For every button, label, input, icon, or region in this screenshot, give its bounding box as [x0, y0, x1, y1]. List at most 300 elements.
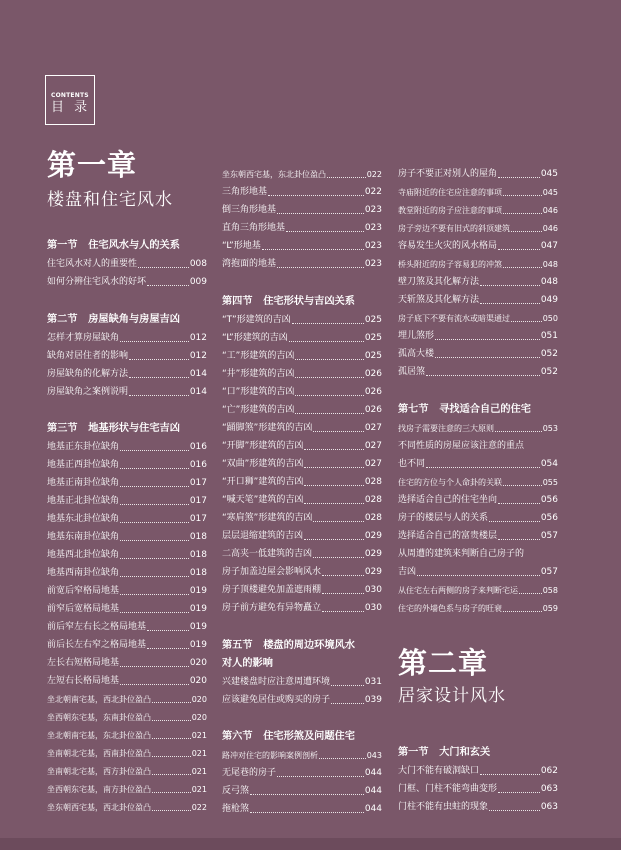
dot-leader [322, 611, 364, 612]
entry-page: 057 [540, 531, 558, 541]
entry-page: 020 [191, 713, 207, 722]
toc-entry[interactable] [398, 475, 558, 490]
dot-leader [304, 467, 363, 468]
toc-entry[interactable] [47, 710, 207, 725]
entry-title: “寒肩煞”形建筑的吉凶 [222, 513, 313, 523]
entry-title: 不同性质的房屋应该注意的重点 [398, 441, 525, 451]
entry-title: 住宅的方位与个人命卦的关联 [398, 478, 502, 487]
dot-leader [322, 593, 364, 594]
entry-title: “双曲”形建筑的吉凶 [222, 459, 304, 469]
section-title: 大门和玄关 [439, 747, 491, 758]
toc-entry[interactable] [47, 512, 207, 527]
dot-leader [138, 267, 189, 268]
entry-page: 019 [189, 586, 207, 596]
entry-title: 寺庙附近的住宅应注意的事项 [398, 188, 502, 197]
toc-entry[interactable] [222, 403, 382, 418]
entry-title: “踊脚煞”形建筑的吉凶 [222, 423, 313, 433]
section-heading [398, 744, 490, 761]
section-heading [222, 728, 355, 745]
dot-leader [120, 576, 189, 577]
toc-entry[interactable] [398, 239, 558, 254]
dot-leader [319, 758, 366, 759]
dot-leader [129, 359, 189, 360]
entry-page: 014 [189, 387, 207, 397]
toc-entry[interactable] [398, 800, 558, 815]
toc-entry[interactable] [398, 167, 558, 182]
entry-page: 018 [189, 550, 207, 560]
toc-entry[interactable] [222, 511, 382, 526]
dot-leader [147, 648, 189, 649]
toc-entry[interactable] [47, 620, 207, 635]
entry-page: 063 [540, 784, 558, 794]
dot-leader [313, 521, 363, 522]
toc-entry[interactable] [398, 493, 558, 508]
toc-entry[interactable] [47, 674, 207, 689]
toc-entry[interactable] [398, 329, 558, 344]
entry-page: 023 [364, 205, 382, 215]
dot-leader [295, 395, 363, 396]
toc-entry[interactable] [398, 511, 558, 526]
entry-title: 倒三角形地基 [222, 205, 277, 215]
entry-title: 房子底下不要有流水或暗渠通过 [398, 314, 510, 323]
dot-leader [129, 377, 189, 378]
chapter-number: 第一章 [47, 148, 138, 182]
dot-leader [250, 812, 364, 813]
toc-entry[interactable] [398, 457, 558, 472]
dot-leader [503, 267, 542, 268]
entry-title: 坐东朝西宅基，东北卦位盈凸 [222, 170, 326, 179]
entry-page: 028 [364, 495, 382, 505]
entry-page: 052 [540, 367, 558, 377]
toc-entry[interactable] [222, 784, 382, 799]
section-title: 房屋缺角与房屋吉凶 [88, 314, 180, 325]
entry-page: 017 [189, 478, 207, 488]
entry-page: 028 [364, 513, 382, 523]
toc-entry[interactable] [398, 565, 558, 580]
entry-page: 059 [542, 604, 558, 613]
dot-leader [480, 774, 540, 775]
dot-leader [120, 558, 189, 559]
toc-entry[interactable] [47, 764, 207, 779]
entry-page: 023 [364, 259, 382, 269]
section-label: 第五节 [222, 640, 253, 651]
toc-entry[interactable] [222, 185, 382, 200]
entry-title: 缺角对居住者的影响 [47, 351, 129, 361]
entry-title: “L”形建筑的吉凶 [222, 333, 288, 343]
toc-entry[interactable] [222, 167, 382, 182]
toc-entry[interactable] [47, 476, 207, 491]
entry-title: 房屋缺角之案例说明 [47, 387, 129, 397]
toc-entry[interactable] [47, 494, 207, 509]
entry-page: 017 [189, 514, 207, 524]
dot-leader [120, 684, 189, 685]
entry-title: 壁刀煞及其化解方法 [398, 277, 480, 287]
contents-zh-label: 目 录 [51, 100, 91, 115]
dot-leader [498, 177, 540, 178]
section-label: 第三节 [47, 423, 78, 434]
dot-leader [120, 540, 189, 541]
entry-title: 三角形地基 [222, 187, 268, 197]
toc-entry[interactable] [222, 221, 382, 236]
entry-title: 坐北朝南宅基，西北卦位盈凸 [47, 695, 151, 704]
dot-leader [292, 323, 364, 324]
entry-page: 044 [364, 786, 382, 796]
section-title: 寻找适合自己的住宅 [439, 404, 531, 415]
entry-title: “L”形地基 [222, 241, 261, 251]
entry-page: 063 [540, 802, 558, 812]
toc-entry[interactable] [47, 584, 207, 599]
toc-entry[interactable] [222, 439, 382, 454]
entry-title: “T”形建筑的吉凶 [222, 315, 291, 325]
toc-entry[interactable] [398, 203, 558, 218]
entry-title: 地基西南卦位缺角 [47, 568, 120, 578]
entry-title: 地基西北卦位缺角 [47, 550, 120, 560]
entry-title: 如何分辨住宅风水的好坏 [47, 277, 147, 287]
dot-leader [250, 794, 364, 795]
entry-page: 029 [364, 567, 382, 577]
entry-title: 兴建楼盘时应注意周遭环境 [222, 677, 331, 687]
toc-entry[interactable] [398, 221, 558, 236]
entry-title: 前后长左右窄之格局地基 [47, 640, 147, 650]
chapter-number: 第二章 [398, 646, 489, 680]
dot-leader [277, 213, 364, 214]
entry-page: 016 [189, 460, 207, 470]
entry-title: “井”形建筑的吉凶 [222, 369, 295, 379]
entry-page: 018 [189, 568, 207, 578]
toc-entry[interactable] [47, 257, 207, 272]
entry-title: 湾抱面的地基 [222, 259, 277, 269]
toc-entry[interactable] [222, 748, 382, 763]
entry-page: 052 [540, 349, 558, 359]
entry-page: 020 [189, 658, 207, 668]
entry-title: 左短右长格局地基 [47, 676, 120, 686]
section-label: 第六节 [222, 731, 253, 742]
entry-page: 030 [364, 603, 382, 613]
dot-leader [268, 195, 364, 196]
toc-entry[interactable] [222, 331, 382, 346]
toc-entry[interactable] [222, 547, 382, 562]
entry-title: 房子顶楼避免加盖遮雨棚 [222, 585, 322, 595]
toc-entry[interactable] [47, 440, 207, 455]
entry-title: 也不同 [398, 459, 426, 469]
toc-entry[interactable] [222, 529, 382, 544]
toc-entry[interactable] [398, 421, 558, 436]
entry-page: 055 [542, 478, 558, 487]
entry-title: 桥头附近的房子容易犯的冲煞 [398, 260, 502, 269]
entry-title: 埋儿煞形 [398, 331, 435, 341]
toc-entry[interactable] [398, 257, 558, 272]
entry-title: 地基东南卦位缺角 [47, 532, 120, 542]
toc-entry[interactable] [222, 601, 382, 616]
dot-leader [480, 303, 540, 304]
dot-leader [120, 594, 189, 595]
entry-title: 天斩煞及其化解方法 [398, 295, 480, 305]
toc-entry[interactable] [47, 458, 207, 473]
entry-title: 房子加盖边屋会影响风水 [222, 567, 322, 577]
entry-page: 023 [364, 223, 382, 233]
entry-page: 021 [191, 749, 207, 758]
dot-leader [503, 213, 542, 214]
toc-entry[interactable] [47, 728, 207, 743]
entry-title: 房子的楼层与人的关系 [398, 513, 489, 523]
toc-entry[interactable] [47, 349, 207, 364]
toc-entry[interactable] [222, 675, 382, 690]
section-title: 住宅风水与人的关系 [88, 240, 180, 251]
entry-title: 房子前方避免有异物矗立 [222, 603, 322, 613]
entry-title: 教堂附近的房子应注意的事项 [398, 206, 502, 215]
entry-title: 坐南朝北宅基，西方卦位盈凸 [47, 767, 151, 776]
dot-leader [147, 285, 189, 286]
entry-page: 029 [364, 549, 382, 559]
toc-entry[interactable] [222, 421, 382, 436]
entry-title: “开脚”形建筑的吉凶 [222, 441, 304, 451]
entry-page: 048 [540, 277, 558, 287]
dot-leader [503, 195, 542, 196]
entry-page: 020 [189, 676, 207, 686]
entry-page: 019 [189, 622, 207, 632]
entry-page: 012 [189, 351, 207, 361]
dot-leader [120, 666, 189, 667]
dot-leader [304, 485, 363, 486]
entry-title: 容易发生火灾的风水格局 [398, 241, 498, 251]
dot-leader [426, 467, 540, 468]
section-heading [47, 237, 180, 254]
section-heading-continued: 对人的影响 [222, 658, 273, 669]
entry-page: 022 [191, 803, 207, 812]
toc-entry[interactable] [398, 311, 558, 326]
toc-entry[interactable] [398, 439, 558, 454]
toc-entry[interactable] [222, 475, 382, 490]
dot-leader [498, 249, 540, 250]
entry-page: 027 [364, 459, 382, 469]
section-heading [398, 401, 531, 418]
dot-leader [435, 339, 540, 340]
section-label: 第一节 [398, 747, 429, 758]
dot-leader [152, 702, 191, 703]
entry-title: “亡”形建筑的吉凶 [222, 405, 295, 415]
entry-title: 找房子需要注意的三大原则 [398, 424, 494, 433]
toc-entry[interactable] [398, 347, 558, 362]
dot-leader [120, 468, 189, 469]
entry-page: 012 [189, 333, 207, 343]
toc-entry[interactable] [222, 583, 382, 598]
dot-leader [289, 341, 364, 342]
entry-title: “开口狮”建筑的吉凶 [222, 477, 304, 487]
section-heading [47, 311, 180, 328]
dot-leader [304, 449, 363, 450]
dot-leader [262, 249, 364, 250]
entry-page: 027 [364, 441, 382, 451]
contents-en-label: CONTENTS [51, 92, 89, 99]
entry-page: 062 [540, 766, 558, 776]
dot-leader [331, 685, 364, 686]
entry-page: 020 [191, 695, 207, 704]
section-label: 第一节 [47, 240, 78, 251]
entry-title: 大门不能有破洞缺口 [398, 766, 480, 776]
toc-entry[interactable] [47, 331, 207, 346]
toc-entry[interactable] [222, 239, 382, 254]
entry-title: 路冲对住宅的影响案例剖析 [222, 751, 318, 760]
dot-leader [480, 285, 540, 286]
toc-entry[interactable] [47, 800, 207, 815]
entry-page: 050 [542, 314, 558, 323]
entry-title: 前窄后宽格局地基 [47, 604, 120, 614]
entry-title: 坐北朝南宅基，东北卦位盈凸 [47, 731, 151, 740]
dot-leader [152, 738, 191, 739]
entry-title: 住宅的外墙色系与房子的旺衰 [398, 604, 502, 613]
toc-entry[interactable] [47, 692, 207, 707]
toc-entry[interactable] [47, 385, 207, 400]
section-label: 第二节 [47, 314, 78, 325]
toc-entry[interactable] [47, 566, 207, 581]
toc-entry[interactable] [222, 257, 382, 272]
dot-leader [286, 231, 364, 232]
dot-leader [495, 431, 542, 432]
dot-leader [304, 539, 364, 540]
toc-entry[interactable] [398, 275, 558, 290]
toc-entry[interactable] [47, 275, 207, 290]
entry-page: 021 [191, 785, 207, 794]
dot-leader [295, 377, 363, 378]
entry-title: 坐西朝东宅基，东南卦位盈凸 [47, 713, 151, 722]
dot-leader [277, 776, 364, 777]
entry-page: 028 [364, 477, 382, 487]
toc-entry[interactable] [222, 203, 382, 218]
toc-entry[interactable] [47, 602, 207, 617]
dot-leader [129, 395, 189, 396]
dot-leader [331, 703, 364, 704]
toc-entry[interactable] [398, 547, 558, 562]
toc-entry[interactable] [222, 349, 382, 364]
toc-entry[interactable] [47, 638, 207, 653]
entry-page: 017 [189, 496, 207, 506]
entry-page: 029 [364, 531, 382, 541]
toc-entry[interactable] [222, 565, 382, 580]
dot-leader [295, 359, 363, 360]
entry-page: 046 [542, 206, 558, 215]
entry-page: 056 [540, 495, 558, 505]
entry-title: “喊天笔”建筑的吉凶 [222, 495, 304, 505]
entry-title: 房子不要正对别人的屋角 [398, 169, 498, 179]
entry-title: 地基正西卦位缺角 [47, 460, 120, 470]
entry-page: 026 [364, 405, 382, 415]
toc-entry[interactable] [222, 693, 382, 708]
toc-entry[interactable] [398, 583, 558, 598]
dot-leader [120, 341, 189, 342]
dot-leader [489, 810, 540, 811]
entry-title: 坐东朝西宅基，西北卦位盈凸 [47, 803, 151, 812]
dot-leader [322, 575, 364, 576]
toc-entry[interactable] [398, 293, 558, 308]
entry-page: 021 [191, 731, 207, 740]
dot-leader [498, 792, 540, 793]
entry-title: 地基东北卦位缺角 [47, 514, 120, 524]
entry-page: 027 [364, 423, 382, 433]
chapter-title: 居家设计风水 [398, 686, 506, 706]
toc-entry[interactable] [398, 764, 558, 779]
entry-title: 孤居煞 [398, 367, 426, 377]
toc-entry[interactable] [398, 529, 558, 544]
entry-page: 016 [189, 442, 207, 452]
entry-title: 层层退缩建筑的吉凶 [222, 531, 304, 541]
entry-page: 054 [540, 459, 558, 469]
dot-leader [426, 375, 540, 376]
entry-page: 056 [540, 513, 558, 523]
toc-entry[interactable] [222, 313, 382, 328]
entry-title: 吉凶 [398, 567, 417, 577]
bottom-band [0, 838, 621, 850]
entry-title: “工”形建筑的吉凶 [222, 351, 295, 361]
dot-leader [152, 756, 191, 757]
dot-leader [327, 177, 366, 178]
toc-entry[interactable] [398, 782, 558, 797]
dot-leader [152, 810, 191, 811]
toc-entry[interactable] [398, 185, 558, 200]
toc-entry[interactable] [222, 802, 382, 817]
section-heading [222, 637, 355, 654]
toc-entry[interactable] [47, 548, 207, 563]
toc-entry[interactable] [398, 601, 558, 616]
section-title: 楼盘的周边环境风水 [263, 640, 355, 651]
entry-page: 022 [364, 187, 382, 197]
entry-title: 地基正东卦位缺角 [47, 442, 120, 452]
entry-title: 无尾巷的房子 [222, 768, 277, 778]
entry-page: 021 [191, 767, 207, 776]
dot-leader [152, 792, 191, 793]
entry-title: 房子旁边不要有旧式的斜顶建筑 [398, 224, 510, 233]
entry-title: 孤高大楼 [398, 349, 435, 359]
entry-page: 051 [540, 331, 558, 341]
entry-page: 026 [364, 387, 382, 397]
dot-leader [147, 630, 189, 631]
entry-page: 049 [540, 295, 558, 305]
entry-page: 019 [189, 640, 207, 650]
entry-page: 047 [540, 241, 558, 251]
toc-entry[interactable] [47, 367, 207, 382]
section-heading [47, 420, 180, 437]
entry-title: 坐南朝北宅基，西南卦位盈凸 [47, 749, 151, 758]
entry-title: 从住宅左右两侧的房子来判断宅运 [398, 586, 518, 595]
dot-leader [120, 504, 189, 505]
toc-entry[interactable] [222, 367, 382, 382]
toc-entry[interactable] [47, 746, 207, 761]
entry-page: 022 [366, 170, 382, 179]
toc-entry[interactable] [47, 530, 207, 545]
entry-page: 039 [364, 695, 382, 705]
dot-leader [489, 521, 540, 522]
dot-leader [152, 720, 191, 721]
entry-page: 025 [364, 351, 382, 361]
toc-entry[interactable] [222, 766, 382, 781]
contents-header [45, 75, 95, 125]
dot-leader [277, 267, 364, 268]
toc-entry[interactable] [398, 365, 558, 380]
entry-page: 014 [189, 369, 207, 379]
dot-leader [511, 231, 542, 232]
toc-entry[interactable] [222, 385, 382, 400]
entry-page: 018 [189, 532, 207, 542]
entry-title: 左长右短格局地基 [47, 658, 120, 668]
toc-entry[interactable] [222, 493, 382, 508]
dot-leader [511, 321, 542, 322]
toc-entry[interactable] [222, 457, 382, 472]
toc-entry[interactable] [47, 782, 207, 797]
toc-entry[interactable] [47, 656, 207, 671]
dot-leader [304, 503, 363, 504]
entry-title: 门柱不能有虫蛀的现象 [398, 802, 489, 812]
entry-title: 选择适合自己的住宅坐向 [398, 495, 498, 505]
section-label: 第四节 [222, 296, 253, 307]
